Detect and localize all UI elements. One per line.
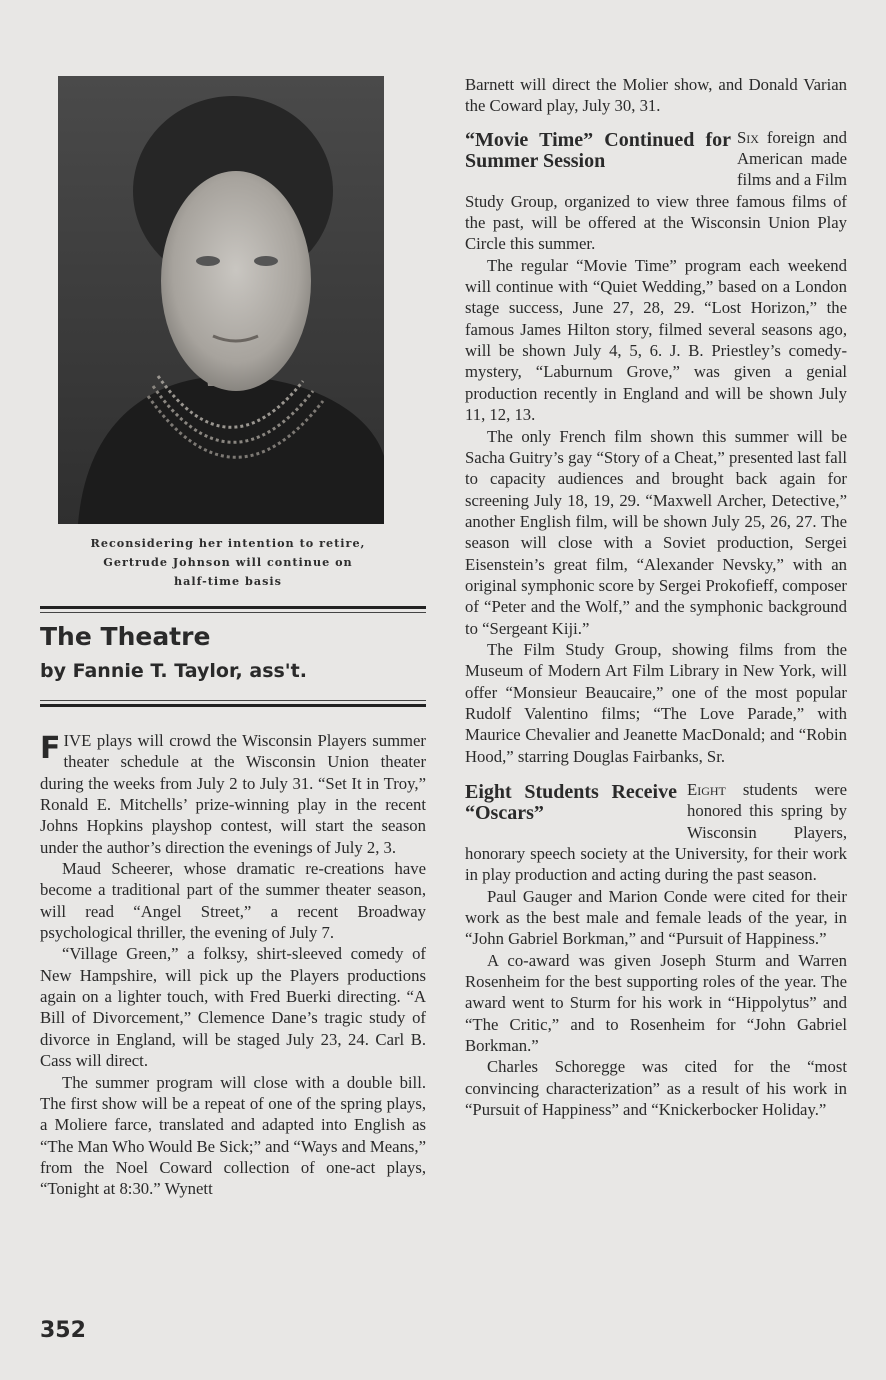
paragraph: Maud Scheerer, whose dramatic re-creations have become a traditional part of the summer theater season, will read “Angel Street,” a recent Broadway psychological thriller, the evening of July 7. xyxy=(40,859,426,943)
paragraph: Paul Gauger and Marion Conde were cited for their work as the best male and female leads of the year, in “John Gabriel Borkman,” and “Pursuit of Happiness.” xyxy=(465,886,847,949)
paragraph: The only French film shown this summer will be Sacha Guitry’s gay “Story of a Cheat,” presented last fall to capacity audiences and brought back again for screening July 18, 19, 29. “Maxwell Archer, Detective,” another English film, will be shown July 25, 26, 27. The season will close with a Soviet production, Sergei Eisenstein’s great film, “Alexander Nevsky,” with an original symphonic score by Sergei Prokofieff, composer of “Peter and the Wolf,” and the symphonic background to “Sergeant Kiji.” xyxy=(465,426,847,638)
drop-cap: F xyxy=(40,731,61,766)
paragraph: The regular “Movie Time” program each weekend will continue with “Quiet Wedding,” based on a London stage success, June 27, 28, 29. “Lost Horizon,” the famous James Hilton story, filmed several seasons ago, will be shown July 4, 5, 6. J. B. Priestley’s comedy-mystery, “Laburnum Grove,” was given a genial production recently in England and will be shown July 11, 12, 13. xyxy=(465,255,847,425)
divider-rule xyxy=(40,700,426,701)
paragraph: The Film Study Group, showing films from the Museum of Modern Art Film Library in New York, will offer “Monsieur Beaucaire,” one of the most popular Rudolf Valentino films; “The Love Parade,” with Maurice Chevalier and Jeanette MacDonald; and “Robin Hood,” starring Douglas Fairbanks, Sr. xyxy=(465,639,847,766)
paragraph: A co-award was given Joseph Sturm and Warren Rosenheim for the best supporting roles of the year. The award went to Sturm for his work in “Hippolytus” and “The Critic,” and to Rosenheim for “John Gabriel Borkman.” xyxy=(465,950,847,1056)
lead-word: Six xyxy=(737,127,759,147)
page-number: 352 xyxy=(40,1318,86,1343)
paragraph-text: IVE plays will crowd the Wisconsin Players summer theater schedule at the Wisconsin Union theater during the weeks from July 2 to July 31. “Set It in Troy,” Ronald E. Mitchells’ prize-winning play in the recent Johns Hopkins playshop contest, will start the season under the author’s direction the evenings of July 2, 3. xyxy=(40,731,426,857)
paragraph xyxy=(40,730,426,858)
caption-line: Reconsidering her intention to retire, xyxy=(90,536,366,550)
divider-rule xyxy=(40,612,426,613)
caption-line: half-time basis xyxy=(174,574,282,588)
left-column xyxy=(40,730,426,1200)
section-title: The Theatre xyxy=(40,622,211,651)
paragraph-text: foreign and American made films and a Film Study Group, organized to view three famous films of the past, will be offered at the Wisconsin Union Play Circle this summer. xyxy=(465,127,847,254)
lead-word: Eight xyxy=(687,780,726,799)
paragraph xyxy=(465,779,847,886)
portrait-photo-icon xyxy=(58,76,384,524)
caption-line: Gertrude Johnson will continue on xyxy=(103,555,353,569)
byline: by Fannie T. Taylor, ass't. xyxy=(40,660,307,682)
paragraph: Charles Schoregge was cited for the “most convincing characterization” as a result of his work in “Pursuit of Happiness” and “Knickerbocker Holiday.” xyxy=(465,1057,847,1120)
paragraph-text: students were honored this spring by Wisconsin Players, honorary speech society at the University, for their work in play production and acting during the past season. xyxy=(465,780,847,885)
photo-caption xyxy=(58,534,398,591)
article-heading: “Movie Time” Continued for Summer Session xyxy=(465,128,731,172)
divider-rule xyxy=(40,606,426,609)
right-column xyxy=(465,74,847,1121)
article-heading: Eight Students Receive “Oscars” xyxy=(465,781,677,824)
paragraph: Barnett will direct the Molier show, and Donald Varian the Coward play, July 30, 31. xyxy=(465,75,847,116)
paragraph: The summer program will close with a double bill. The first show will be a repeat of one of the spring plays, a Moliere farce, translated and adapted into English as “The Man Who Would Be Sick;” and “Ways and Means,” from the Noel Coward collection of one-act plays, “Tonight at 8:30.” Wynett xyxy=(40,1072,426,1199)
paragraph xyxy=(465,127,847,255)
portrait-photo xyxy=(58,76,384,524)
divider-rule xyxy=(40,704,426,707)
paragraph: “Village Green,” a folksy, shirt-sleeved comedy of New Hampshire, will pick up the Players productions again on a lighter touch, with Fred Buerki directing. “A Bill of Divorcement,” Clemence Dane’s tragic study of divorce in England, will be staged July 23, 24. Carl B. Cass will direct. xyxy=(40,944,426,1071)
